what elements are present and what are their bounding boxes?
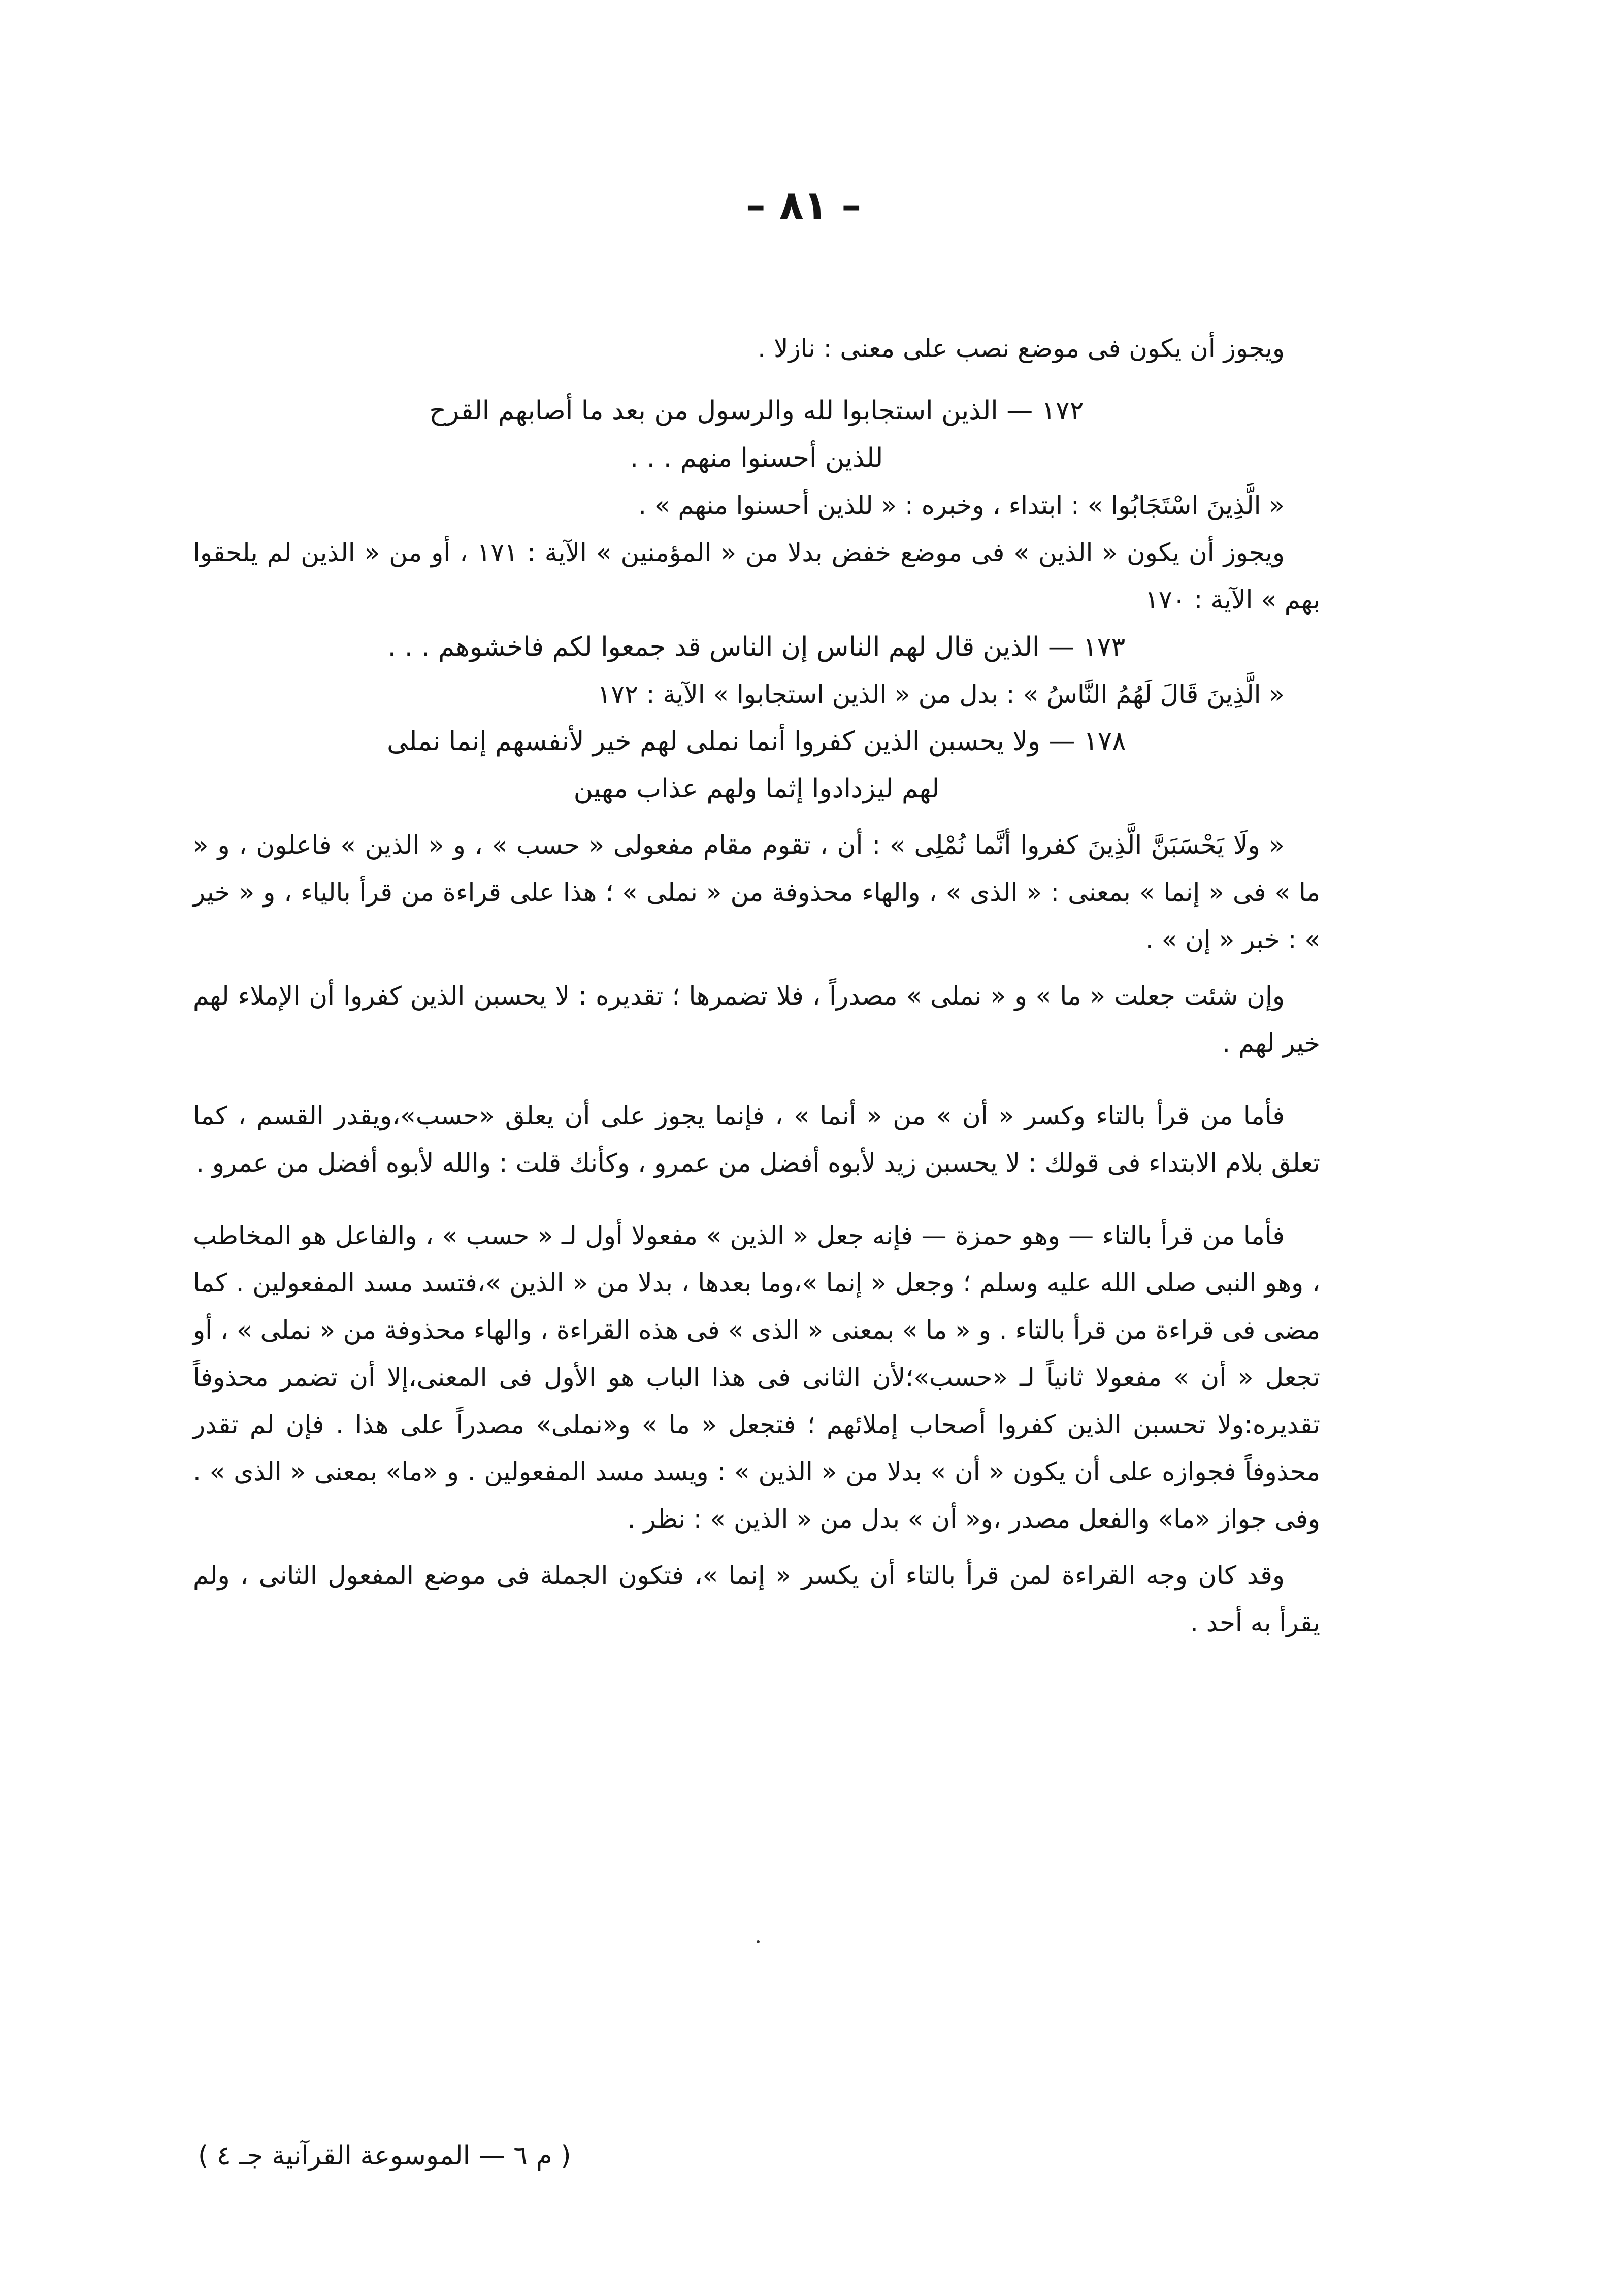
paragraph: فأما من قرأ بالتاء وكسر « أن » من « أنما » ، فإنما يجوز على أن يعلق «حسب»،ويقدر القسم ، كما تعلق بلام الابتداء فى قولك : لا يحسبن زيد لأبوه أفضل من عمرو ، وكأنك قلت : والله لأبوه أفضل من عمرو . bbox=[193, 1101, 1320, 1178]
quran-verse-continuation: لهم ليزدادوا إثما ولهم عذاب مهين bbox=[573, 773, 940, 804]
quran-verse: ١٧٨ — ولا يحسبن الذين كفروا أنما نملى لهم خير لأنفسهم إنما نملى bbox=[387, 726, 1126, 757]
paragraph: « الَّذِينَ قَالَ لَهُمُ النَّاسُ » : بدل من « الذين استجابوا » الآية : ١٧٢ bbox=[597, 680, 1285, 709]
paragraph: « الَّذِينَ اسْتَجَابُوا » : ابتداء ، وخبره : « للذين أحسنوا منهم » . bbox=[638, 491, 1285, 520]
paragraph: ويجوز أن يكون فى موضع نصب على معنى : نازلا . bbox=[758, 334, 1285, 363]
paragraph: ويجوز أن يكون « الذين » فى موضع خفض بدلا من « المؤمنين » الآية : ١٧١ ، أو من « الذين لم يلحقوا بهم » الآية : ١٧٠ bbox=[193, 538, 1320, 615]
paragraph: « ولَا يَحْسَبَنَّ الَّذِينَ كفروا أنَّما نُمْلِى » : أن ، تقوم مقام مفعولى « حسب » ، و « الذين » فاعلون ، و « ما » فى « إنما » بمعنى : « الذى » ، والهاء محذوفة من « نملى » ؛ هذا على قراءة من قرأ بالياء ، و « خير » : خبر « إن » . bbox=[193, 830, 1320, 954]
quran-verse-continuation: للذين أحسنوا منهم . . . bbox=[630, 443, 883, 473]
page-body bbox=[193, 325, 1320, 1646]
footer-signature: ( م ٦ — الموسوعة القرآنية جـ ٤ ) bbox=[198, 2141, 571, 2171]
paragraph: فأما من قرأ بالتاء — وهو حمزة — فإنه جعل « الذين » مفعولا أول لـ « حسب » ، والفاعل هو المخاطب ، وهو النبى صلى الله عليه وسلم ؛ وجعل « إنما »،وما بعدها ، بدلا من « الذين »،فتسد مسد المفعولين . كما مضى فى قراءة من قرأ بالتاء . و « ما » بمعنى « الذى » فى هذه القراءة ، والهاء محذوفة من « نملى » ، أو تجعل « أن » مفعولا ثانياً لـ «حسب»؛لأن الثانى فى هذا الباب هو الأول فى المعنى،إلا أن تضمر محذوفاً تقديره:ولا تحسبن الذين كفروا أصحاب إملائهم ؛ فتجعل « ما » و«نملى» مصدراً على هذا . فإن لم تقدر محذوفاً فجوازه على أن يكون « أن » بدلا من « الذين » : ويسد مسد المفعولين . و «ما» بمعنى « الذى » . وفى جواز «ما» والفعل مصدر ،و« أن » بدل من « الذين » : نظر . bbox=[193, 1221, 1320, 1534]
paragraph: وقد كان وجه القراءة لمن قرأ بالتاء أن يكسر « إنما »، فتكون الجملة فى موضع المفعول الثانى ، ولم يقرأ به أحد . bbox=[193, 1561, 1320, 1637]
scan-speck bbox=[757, 1940, 760, 1943]
page-number: – ٨١ – bbox=[745, 183, 862, 229]
quran-verse: ١٧٣ — الذين قال لهم الناس إن الناس قد جمعوا لكم فاخشوهم . . . bbox=[387, 632, 1126, 662]
paragraph: وإن شئت جعلت « ما » و « نملى » مصدراً ، فلا تضمرها ؛ تقديره : لا يحسبن الذين كفروا أن الإملاء لهم خير لهم . bbox=[193, 981, 1320, 1058]
quran-verse: ١٧٢ — الذين استجابوا لله والرسول من بعد ما أصابهم القرح bbox=[429, 396, 1084, 426]
